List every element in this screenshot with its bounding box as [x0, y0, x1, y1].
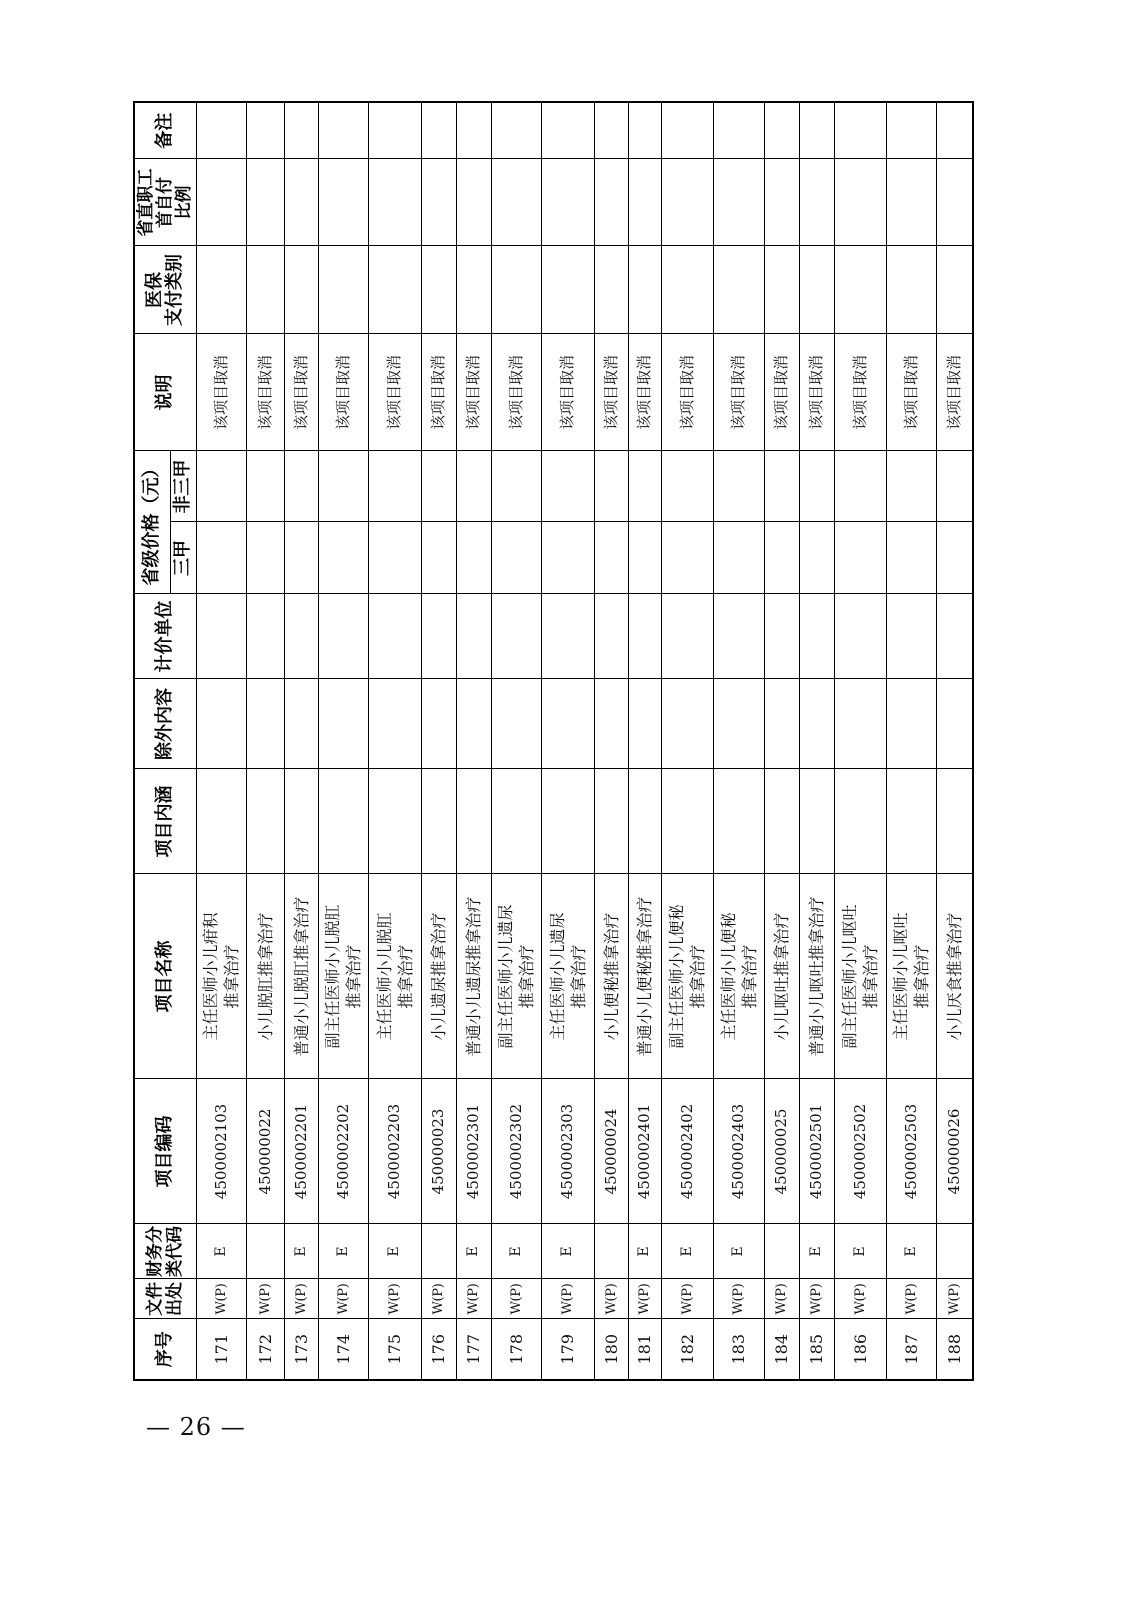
- cell-ratio: [594, 159, 628, 246]
- cell-source: W(P): [594, 1279, 628, 1319]
- cell-fin-code: E: [713, 1224, 764, 1279]
- cell-price-grade3a: [491, 522, 541, 594]
- cell-source: W(P): [661, 1279, 713, 1319]
- cell-exclude: [834, 679, 886, 769]
- header-price-grade3a: 三甲: [170, 522, 196, 594]
- cell-code: 450000025: [764, 1079, 799, 1224]
- cell-seq: 174: [318, 1319, 368, 1380]
- cell-fin-code: [764, 1224, 799, 1279]
- cell-content: [368, 769, 421, 874]
- cell-source: W(P): [284, 1279, 318, 1319]
- cell-content: [318, 769, 368, 874]
- cell-remark: [196, 102, 246, 159]
- cell-price-other: [318, 451, 368, 522]
- cell-exclude: [713, 679, 764, 769]
- cell-ratio: [764, 159, 799, 246]
- cell-unit: [456, 594, 491, 679]
- table-row: [196, 102, 246, 1380]
- cell-price-grade3a: [456, 522, 491, 594]
- cell-ratio: [284, 159, 318, 246]
- cell-code: 4500002403: [713, 1079, 764, 1224]
- cell-price-other: [628, 451, 661, 522]
- header-name: 项目名称: [134, 874, 196, 1079]
- cell-code: 4500002401: [628, 1079, 661, 1224]
- cell-source: W(P): [368, 1279, 421, 1319]
- cell-insurance: [541, 246, 594, 334]
- cell-price-other: [834, 451, 886, 522]
- cell-remark: [628, 102, 661, 159]
- cell-seq: 187: [886, 1319, 936, 1380]
- cell-seq: 180: [594, 1319, 628, 1380]
- cell-fin-code: E: [886, 1224, 936, 1279]
- cell-content: [541, 769, 594, 874]
- header-price-group: 省级价格（元）: [134, 451, 170, 594]
- cell-fin-code: E: [799, 1224, 834, 1279]
- cell-fin-code: E: [541, 1224, 594, 1279]
- cell-note: 该项目取消: [246, 334, 284, 451]
- cell-unit: [886, 594, 936, 679]
- cell-code: 4500002303: [541, 1079, 594, 1224]
- cell-source: W(P): [834, 1279, 886, 1319]
- header-remark: 备注: [134, 102, 196, 159]
- cell-source: W(P): [541, 1279, 594, 1319]
- cell-exclude: [196, 679, 246, 769]
- cell-insurance: [196, 246, 246, 334]
- cell-remark: [936, 102, 973, 159]
- cell-content: [284, 769, 318, 874]
- cell-insurance: [628, 246, 661, 334]
- cell-note: 该项目取消: [834, 334, 886, 451]
- cell-ratio: [196, 159, 246, 246]
- cell-exclude: [594, 679, 628, 769]
- cell-fin-code: E: [661, 1224, 713, 1279]
- cell-ratio: [368, 159, 421, 246]
- cell-price-other: [764, 451, 799, 522]
- cell-name: 小儿厌食推拿治疗: [936, 874, 973, 1079]
- cell-price-grade3a: [834, 522, 886, 594]
- cell-code: 4500002501: [799, 1079, 834, 1224]
- cell-code: 4500002203: [368, 1079, 421, 1224]
- cell-exclude: [661, 679, 713, 769]
- cell-price-grade3a: [799, 522, 834, 594]
- cell-remark: [799, 102, 834, 159]
- cell-fin-code: E: [196, 1224, 246, 1279]
- cell-price-grade3a: [713, 522, 764, 594]
- cell-ratio: [713, 159, 764, 246]
- cell-content: [246, 769, 284, 874]
- cell-ratio: [246, 159, 284, 246]
- cell-seq: 172: [246, 1319, 284, 1380]
- cell-note: 该项目取消: [661, 334, 713, 451]
- cell-name: 小儿遗尿推拿治疗: [421, 874, 456, 1079]
- cell-ratio: [886, 159, 936, 246]
- cell-exclude: [284, 679, 318, 769]
- cell-seq: 186: [834, 1319, 886, 1380]
- cell-content: [456, 769, 491, 874]
- table-row: [661, 102, 713, 1380]
- cell-content: [936, 769, 973, 874]
- rotated-table-container: [133, 103, 972, 1381]
- cell-name: 主任医师小儿脱肛 推拿治疗: [368, 874, 421, 1079]
- cell-name: 小儿便秘推拿治疗: [594, 874, 628, 1079]
- cell-remark: [594, 102, 628, 159]
- cell-unit: [196, 594, 246, 679]
- table-row: [541, 102, 594, 1380]
- cell-note: 该项目取消: [421, 334, 456, 451]
- header-source: 文件 出处: [134, 1279, 196, 1319]
- cell-price-grade3a: [936, 522, 973, 594]
- cell-seq: 171: [196, 1319, 246, 1380]
- cell-name: 主任医师小儿疳积 推拿治疗: [196, 874, 246, 1079]
- cell-name: 副主任医师小儿脱肛 推拿治疗: [318, 874, 368, 1079]
- table-row: [368, 102, 421, 1380]
- cell-code: 4500002402: [661, 1079, 713, 1224]
- cell-source: W(P): [491, 1279, 541, 1319]
- cell-content: [491, 769, 541, 874]
- cell-source: W(P): [936, 1279, 973, 1319]
- cell-code: 450000024: [594, 1079, 628, 1224]
- cell-insurance: [368, 246, 421, 334]
- cell-name: 普通小儿脱肛推拿治疗: [284, 874, 318, 1079]
- cell-ratio: [936, 159, 973, 246]
- cell-fin-code: E: [628, 1224, 661, 1279]
- header-unit: 计价单位: [134, 594, 196, 679]
- cell-insurance: [764, 246, 799, 334]
- cell-unit: [246, 594, 284, 679]
- cell-seq: 185: [799, 1319, 834, 1380]
- cell-note: 该项目取消: [196, 334, 246, 451]
- cell-ratio: [421, 159, 456, 246]
- cell-ratio: [799, 159, 834, 246]
- header-fin-code: 财务分 类代码: [134, 1224, 196, 1279]
- cell-note: 该项目取消: [318, 334, 368, 451]
- cell-code: 4500002301: [456, 1079, 491, 1224]
- cell-ratio: [834, 159, 886, 246]
- cell-source: W(P): [886, 1279, 936, 1319]
- cell-unit: [764, 594, 799, 679]
- cell-unit: [799, 594, 834, 679]
- cell-price-other: [491, 451, 541, 522]
- cell-exclude: [456, 679, 491, 769]
- cell-insurance: [713, 246, 764, 334]
- cell-name: 副主任医师小儿遗尿 推拿治疗: [491, 874, 541, 1079]
- cell-exclude: [764, 679, 799, 769]
- cell-content: [799, 769, 834, 874]
- cell-code: 450000026: [936, 1079, 973, 1224]
- cell-unit: [936, 594, 973, 679]
- cell-remark: [246, 102, 284, 159]
- cell-exclude: [799, 679, 834, 769]
- cell-exclude: [421, 679, 456, 769]
- cell-seq: 178: [491, 1319, 541, 1380]
- cell-ratio: [318, 159, 368, 246]
- cell-content: [764, 769, 799, 874]
- cell-name: 主任医师小儿遗尿 推拿治疗: [541, 874, 594, 1079]
- cell-seq: 177: [456, 1319, 491, 1380]
- cell-fin-code: E: [456, 1224, 491, 1279]
- table-row: [318, 102, 368, 1380]
- cell-price-other: [541, 451, 594, 522]
- header-price-other: 非三甲: [170, 451, 196, 522]
- header-ratio: 省直职工 首自付 比例: [134, 159, 196, 246]
- cell-source: W(P): [713, 1279, 764, 1319]
- table-row: [799, 102, 834, 1380]
- cell-note: 该项目取消: [368, 334, 421, 451]
- cell-code: 4500002201: [284, 1079, 318, 1224]
- header-content: 项目内涵: [134, 769, 196, 874]
- cell-fin-code: [936, 1224, 973, 1279]
- cell-price-grade3a: [421, 522, 456, 594]
- table-row: [456, 102, 491, 1380]
- cell-ratio: [456, 159, 491, 246]
- cell-remark: [491, 102, 541, 159]
- cell-code: 450000023: [421, 1079, 456, 1224]
- cell-fin-code: E: [368, 1224, 421, 1279]
- header-insurance: 医保 支付类别: [134, 246, 196, 334]
- cell-remark: [886, 102, 936, 159]
- header-row: [134, 102, 170, 1380]
- table-row: [713, 102, 764, 1380]
- cell-name: 普通小儿便秘推拿治疗: [628, 874, 661, 1079]
- cell-name: 主任医师小儿呕吐 推拿治疗: [886, 874, 936, 1079]
- cell-remark: [456, 102, 491, 159]
- cell-code: 450000022: [246, 1079, 284, 1224]
- cell-exclude: [491, 679, 541, 769]
- cell-price-grade3a: [764, 522, 799, 594]
- cell-exclude: [886, 679, 936, 769]
- cell-remark: [834, 102, 886, 159]
- cell-remark: [368, 102, 421, 159]
- cell-exclude: [368, 679, 421, 769]
- cell-fin-code: E: [834, 1224, 886, 1279]
- cell-insurance: [421, 246, 456, 334]
- cell-exclude: [936, 679, 973, 769]
- cell-price-grade3a: [541, 522, 594, 594]
- cell-source: W(P): [628, 1279, 661, 1319]
- cell-content: [628, 769, 661, 874]
- cell-code: 4500002302: [491, 1079, 541, 1224]
- cell-unit: [368, 594, 421, 679]
- cell-price-grade3a: [594, 522, 628, 594]
- price-table: [133, 101, 974, 1381]
- cell-exclude: [246, 679, 284, 769]
- cell-fin-code: [594, 1224, 628, 1279]
- cell-content: [421, 769, 456, 874]
- cell-fin-code: E: [318, 1224, 368, 1279]
- cell-content: [594, 769, 628, 874]
- cell-exclude: [541, 679, 594, 769]
- cell-content: [834, 769, 886, 874]
- cell-price-other: [799, 451, 834, 522]
- cell-price-grade3a: [246, 522, 284, 594]
- cell-insurance: [318, 246, 368, 334]
- cell-remark: [421, 102, 456, 159]
- cell-unit: [594, 594, 628, 679]
- cell-ratio: [628, 159, 661, 246]
- cell-code: 4500002503: [886, 1079, 936, 1224]
- cell-price-other: [713, 451, 764, 522]
- table-row: [628, 102, 661, 1380]
- header-code: 项目编码: [134, 1079, 196, 1224]
- cell-note: 该项目取消: [764, 334, 799, 451]
- table-row: [886, 102, 936, 1380]
- header-seq: 序号: [134, 1319, 196, 1380]
- cell-unit: [628, 594, 661, 679]
- cell-unit: [713, 594, 764, 679]
- cell-ratio: [541, 159, 594, 246]
- cell-ratio: [491, 159, 541, 246]
- cell-unit: [834, 594, 886, 679]
- table-row: [284, 102, 318, 1380]
- cell-seq: 181: [628, 1319, 661, 1380]
- cell-source: W(P): [318, 1279, 368, 1319]
- cell-exclude: [628, 679, 661, 769]
- cell-source: W(P): [246, 1279, 284, 1319]
- cell-price-grade3a: [886, 522, 936, 594]
- cell-note: 该项目取消: [628, 334, 661, 451]
- cell-price-other: [886, 451, 936, 522]
- cell-insurance: [491, 246, 541, 334]
- cell-exclude: [318, 679, 368, 769]
- cell-ratio: [661, 159, 713, 246]
- table-header: [134, 102, 196, 1380]
- cell-unit: [491, 594, 541, 679]
- cell-insurance: [246, 246, 284, 334]
- table-row: [246, 102, 284, 1380]
- cell-insurance: [834, 246, 886, 334]
- cell-source: W(P): [456, 1279, 491, 1319]
- cell-unit: [284, 594, 318, 679]
- cell-price-grade3a: [318, 522, 368, 594]
- cell-seq: 175: [368, 1319, 421, 1380]
- cell-insurance: [936, 246, 973, 334]
- page-number: — 26 —: [146, 1413, 246, 1441]
- cell-name: 小儿脱肛推拿治疗: [246, 874, 284, 1079]
- cell-insurance: [886, 246, 936, 334]
- cell-remark: [541, 102, 594, 159]
- cell-price-grade3a: [661, 522, 713, 594]
- cell-content: [713, 769, 764, 874]
- cell-insurance: [284, 246, 318, 334]
- cell-price-other: [936, 451, 973, 522]
- table-row: [594, 102, 628, 1380]
- cell-price-grade3a: [196, 522, 246, 594]
- table-row: [936, 102, 973, 1380]
- cell-unit: [318, 594, 368, 679]
- cell-remark: [661, 102, 713, 159]
- cell-fin-code: [246, 1224, 284, 1279]
- cell-name: 普通小儿呕吐推拿治疗: [799, 874, 834, 1079]
- cell-insurance: [594, 246, 628, 334]
- cell-seq: 176: [421, 1319, 456, 1380]
- cell-source: W(P): [799, 1279, 834, 1319]
- table-row: [421, 102, 456, 1380]
- cell-content: [886, 769, 936, 874]
- cell-insurance: [661, 246, 713, 334]
- cell-unit: [661, 594, 713, 679]
- cell-content: [661, 769, 713, 874]
- cell-price-other: [196, 451, 246, 522]
- cell-fin-code: [421, 1224, 456, 1279]
- cell-price-other: [246, 451, 284, 522]
- cell-note: 该项目取消: [936, 334, 973, 451]
- cell-name: 副主任医师小儿呕吐 推拿治疗: [834, 874, 886, 1079]
- cell-price-other: [661, 451, 713, 522]
- cell-unit: [541, 594, 594, 679]
- cell-content: [196, 769, 246, 874]
- table-body: [196, 102, 973, 1380]
- table-row: [491, 102, 541, 1380]
- cell-price-grade3a: [284, 522, 318, 594]
- cell-source: W(P): [196, 1279, 246, 1319]
- cell-seq: 183: [713, 1319, 764, 1380]
- cell-name: 主任医师小儿便秘 推拿治疗: [713, 874, 764, 1079]
- cell-price-grade3a: [368, 522, 421, 594]
- cell-code: 4500002502: [834, 1079, 886, 1224]
- cell-source: W(P): [764, 1279, 799, 1319]
- cell-remark: [764, 102, 799, 159]
- cell-source: W(P): [421, 1279, 456, 1319]
- cell-note: 该项目取消: [886, 334, 936, 451]
- cell-code: 4500002202: [318, 1079, 368, 1224]
- cell-note: 该项目取消: [284, 334, 318, 451]
- header-note: 说明: [134, 334, 196, 451]
- cell-remark: [318, 102, 368, 159]
- cell-price-other: [594, 451, 628, 522]
- cell-insurance: [456, 246, 491, 334]
- table-row: [764, 102, 799, 1380]
- cell-name: 副主任医师小儿便秘 推拿治疗: [661, 874, 713, 1079]
- cell-fin-code: E: [491, 1224, 541, 1279]
- cell-seq: 179: [541, 1319, 594, 1380]
- cell-fin-code: E: [284, 1224, 318, 1279]
- table-row: [834, 102, 886, 1380]
- cell-price-other: [456, 451, 491, 522]
- cell-price-grade3a: [628, 522, 661, 594]
- cell-code: 4500002103: [196, 1079, 246, 1224]
- cell-seq: 184: [764, 1319, 799, 1380]
- cell-seq: 182: [661, 1319, 713, 1380]
- cell-name: 普通小儿遗尿推拿治疗: [456, 874, 491, 1079]
- header-exclude: 除外内容: [134, 679, 196, 769]
- cell-price-other: [368, 451, 421, 522]
- cell-remark: [284, 102, 318, 159]
- cell-note: 该项目取消: [594, 334, 628, 451]
- cell-note: 该项目取消: [713, 334, 764, 451]
- cell-note: 该项目取消: [456, 334, 491, 451]
- cell-name: 小儿呕吐推拿治疗: [764, 874, 799, 1079]
- cell-insurance: [799, 246, 834, 334]
- cell-remark: [713, 102, 764, 159]
- cell-note: 该项目取消: [799, 334, 834, 451]
- cell-note: 该项目取消: [541, 334, 594, 451]
- cell-price-other: [421, 451, 456, 522]
- cell-price-other: [284, 451, 318, 522]
- cell-note: 该项目取消: [491, 334, 541, 451]
- cell-unit: [421, 594, 456, 679]
- cell-seq: 188: [936, 1319, 973, 1380]
- cell-seq: 173: [284, 1319, 318, 1380]
